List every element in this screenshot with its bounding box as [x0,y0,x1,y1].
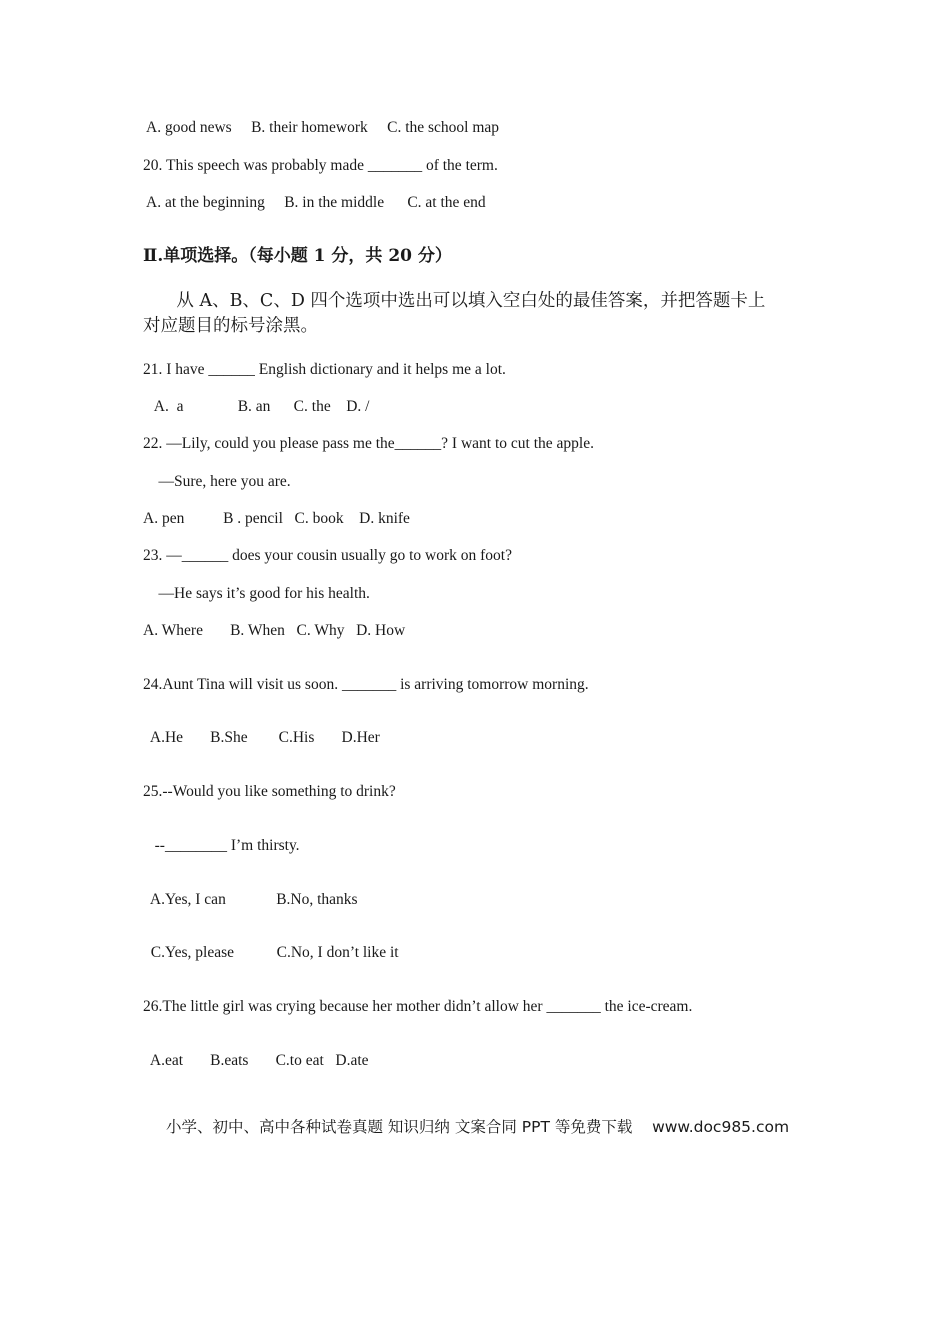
q20-question: 20. This speech was probably made _______ of the term. [143,157,498,174]
q22-question: 22. —Lily, could you please pass me the______? I want to cut the apple. [143,435,594,452]
q21-question: 21. I have ______ English dictionary and it helps me a lot. [143,361,506,378]
section-2-title: Ⅱ.单项选择。（每小题 1 分，共 20 分） [143,246,452,266]
q25-question: 25.--Would you like something to drink? [143,783,396,800]
q22-options: A. pen B . pencil C. book D. knife [143,510,410,527]
q26-question: 26.The little girl was crying because her mother didn’t allow her _______ the ice-cream. [143,998,693,1015]
q25-options-2: C.Yes, please C.No, I don’t like it [143,944,399,961]
instruction-line-1: 从 A、B、C、D 四个选项中选出可以填入空白处的最佳答案，并把答题卡上 [143,291,766,311]
q25-options-1: A.Yes, I can B.No, thanks [143,891,358,908]
q24-question: 24.Aunt Tina will visit us soon. _______ is arriving tomorrow morning. [143,676,589,693]
q23-question: 23. —______ does your cousin usually go to work on foot? [143,547,512,564]
q21-options: A. a B. an C. the D. / [143,398,370,415]
q24-options: A.He B.She C.His D.Her [143,729,380,746]
q19-options: A. good news B. their homework C. the school map [143,119,500,136]
q20-options: A. at the beginning B. in the middle C. at the end [143,194,486,211]
instruction-line-2: 对应题目的标号涂黑。 [143,316,318,336]
q23-answer: —He says it’s good for his health. [143,585,370,602]
q26-options: A.eat B.eats C.to eat D.ate [143,1052,369,1069]
q23-options: A. Where B. When C. Why D. How [143,622,406,639]
q22-answer: —Sure, here you are. [143,473,291,490]
q25-answer: --________ I’m thirsty. [143,837,300,854]
footer-download-note: 小学、初中、高中各种试卷真题 知识归纳 文案合同 PPT 等免费下载 www.doc985.com [166,1118,790,1136]
